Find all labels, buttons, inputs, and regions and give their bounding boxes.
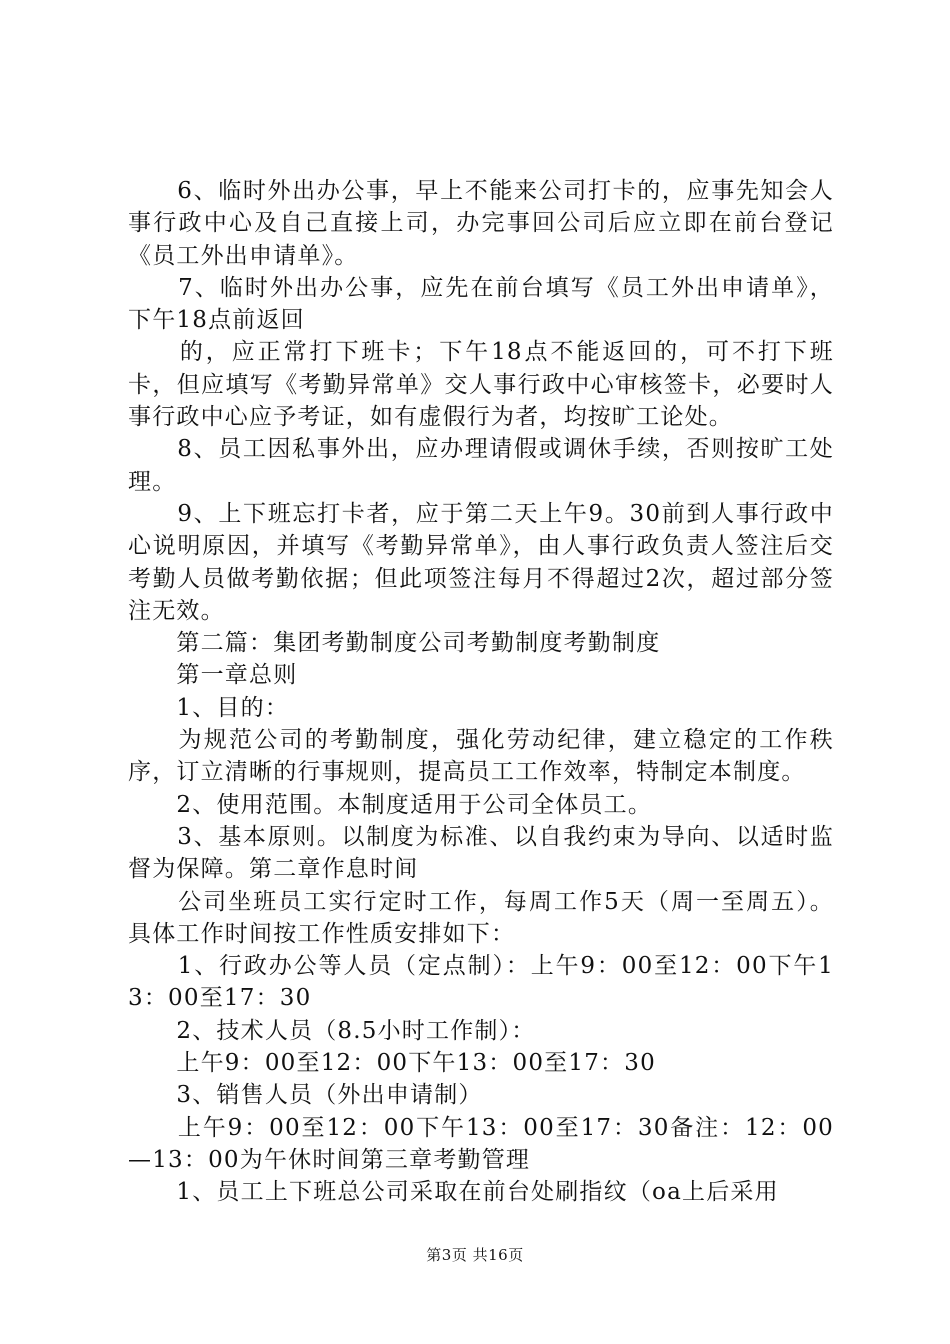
paragraph-work-schedule: 公司坐班员工实行定时工作，每周工作5天（周一至周五）。具体工作时间按工作性质安排如下： — [128, 888, 834, 947]
paragraph-attendance-rule-9: 9、上下班忘打卡者，应于第二天上午9。30前到人事行政中心说明原因，并填写《考勤异常单》，由人事行政负责人签注后交考勤人员做考勤依据；但此项签注每月不得超过2次，超过部分签注无效。 — [128, 500, 834, 624]
paragraph-attendance-rule-6: 6、临时外出办公事，早上不能来公司打卡的，应事先知会人事行政中心及自己直接上司，办完事回公司后应立即在前台登记《员工外出申请单》。 — [128, 178, 834, 269]
paragraph-attendance-rule-7-continued: 的，应正常打下班卡；下午18点不能返回的，可不打下班卡，但应填写《考勤异常单》交人事行政中心审核签卡，必要时人事行政中心应予考证，如有虚假行为者，均按旷工论处。 — [128, 339, 834, 431]
paragraph-purpose: 为规范公司的考勤制度，强化劳动纪律，建立稳定的工作秩序，订立清晰的行事规则，提高员工工作效率，特制定本制度。 — [128, 727, 834, 786]
paragraph-principles: 3、基本原则。以制度为标准、以自我约束为导向、以适时监督为保障。第二章作息时间 — [128, 823, 834, 883]
document-body — [128, 175, 834, 1209]
paragraph-sales-hours: 上午9：00至12：00下午13：00至17：30备注：12：00—13：00为午休时间第三章考勤管理 — [128, 1114, 834, 1173]
paragraph-tech-hours: 上午9：00至12：00下午13：00至17：30 — [128, 1050, 656, 1077]
paragraph-admin-hours: 1、行政办公等人员（定点制）：上午9：00至12：00下午13：00至17：30 — [128, 953, 834, 1012]
item-purpose-heading: 1、目的： — [128, 694, 290, 721]
chapter-heading-general: 第一章总则 — [128, 662, 298, 689]
paragraph-attendance-rule-7: 7、临时外出办公事，应先在前台填写《员工外出申请单》，下午18点前返回 — [128, 274, 834, 334]
page-number-footer: 第3页 共16页 — [426, 1246, 524, 1264]
paragraph-attendance-rule-8: 8、员工因私事外出，应办理请假或调休手续，否则按旷工处理。 — [128, 436, 834, 495]
paragraph-tech-staff: 2、技术人员（8.5小时工作制）： — [128, 1017, 536, 1044]
paragraph-attendance-management-1: 1、员工上下班总公司采取在前台处刷指纹（oa上后采用 — [128, 1179, 779, 1206]
paragraph-scope: 2、使用范围。本制度适用于公司全体员工。 — [128, 791, 653, 818]
paragraph-sales-staff: 3、销售人员（外出申请制） — [128, 1082, 483, 1109]
section-heading-part-two: 第二篇：集团考勤制度公司考勤制度考勤制度 — [128, 630, 661, 657]
